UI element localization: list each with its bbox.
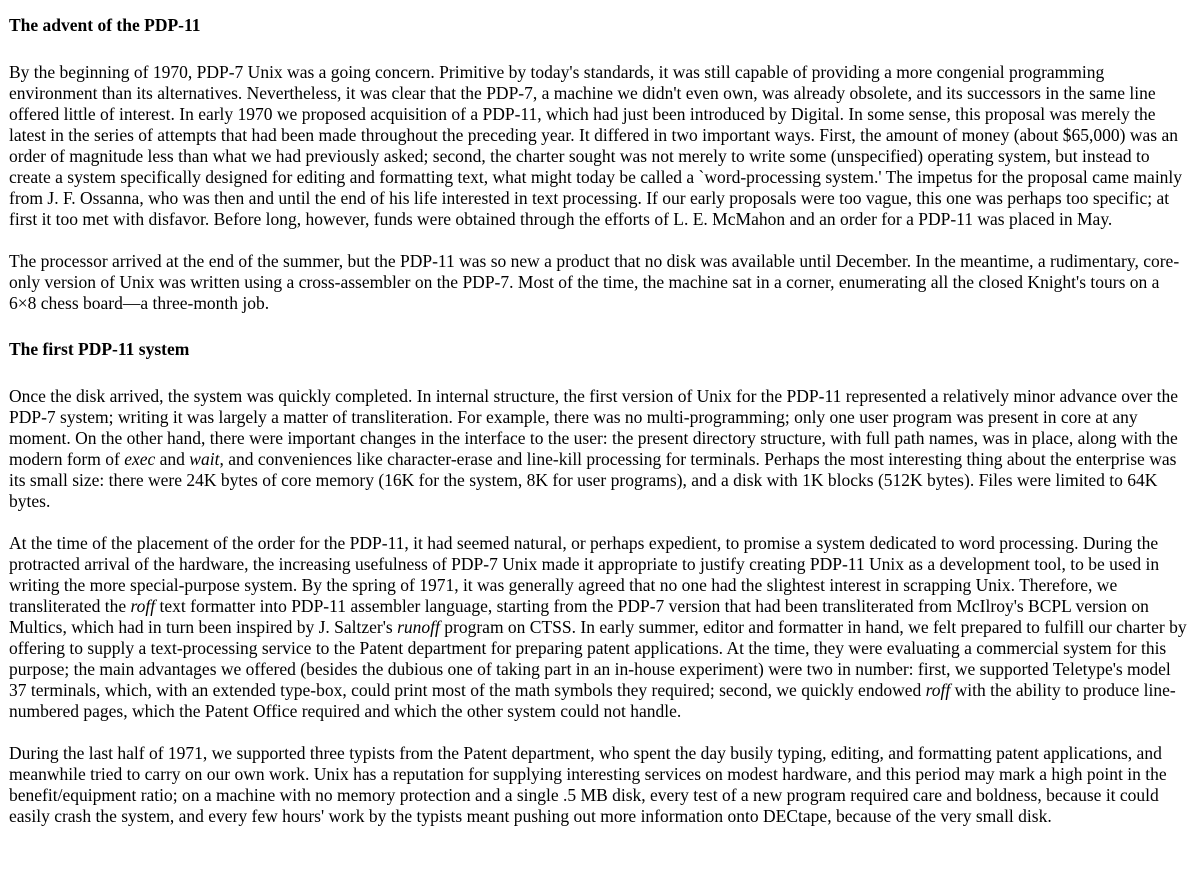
text-run: with the ability to produce line-numbered pages, which the Patent Office required and which the other system could not handle. (9, 680, 1176, 721)
emphasis-exec: exec (124, 449, 156, 469)
paragraph-first-system-1 (9, 386, 1191, 512)
text-run: text formatter into PDP-11 assembler language, starting from the PDP-7 version that had been transliterated from McIlroy's BCPL version on Multics, which had in turn been inspired by J. Saltzer's (9, 596, 1149, 637)
emphasis-roff: roff (925, 680, 951, 700)
text-run: Once the disk arrived, the system was quickly completed. In internal structure, the first version of Unix for the PDP-11 represented a relatively minor advance over the PDP-7 system; writing it was largely a matter of transliteration. For example, there was no multi-programming; only one user program was present in core at any moment. On the other hand, there were important changes in the interface to the user: the present directory structure, with full path names, was in place, along with the modern form of (9, 386, 1179, 469)
paragraph-advent-2: The processor arrived at the end of the summer, but the PDP-11 was so new a product that no disk was available until December. In the meantime, a rudimentary, core-only version of Unix was written using a cross-assembler on the PDP-7. Most of the time, the machine sat in a corner, enumerating all the closed Knight's tours on a 6×8 chess board—a three-month job. (9, 251, 1180, 313)
emphasis-roff: roff (130, 596, 156, 616)
section-heading-advent: The advent of the PDP-11 (9, 15, 201, 35)
text-run: and (155, 449, 190, 469)
text-run: At the time of the placement of the order for the PDP-11, it had seemed natural, or perhaps expedient, to promise a system dedicated to word processing. During the protracted arrival of the hardware, the increasing usefulness of PDP-7 Unix made it appropriate to justify creating PDP-11 Unix as a development tool, to be used in writing the more special-purpose system. By the spring of 1971, it was generally agreed that no one had the slightest interest in scrapping Unix. Therefore, we transliterated the (9, 533, 1160, 616)
emphasis-wait: wait (189, 449, 220, 469)
text-run: program on CTSS. In early summer, editor and formatter in hand, we felt prepared to fulfill our charter by offering to supply a text-processing service to the Patent department for preparing patent applications. At the time, they were evaluating a commercial system for this purpose; the main advantages we offered (besides the dubious one of taking part in an in-house experiment) were two in number: first, we supported Teletype's model 37 terminals, which, with an extended type-box, could print most of the math symbols they required; second, we quickly endowed (9, 617, 1187, 700)
paragraph-advent-1: By the beginning of 1970, PDP-7 Unix was a going concern. Primitive by today's standards, it was still capable of providing a more congenial programming environment than its alternatives. Nevertheless, it was clear that the PDP-7, a machine we didn't even own, was already obsolete, and its successors in the same line offered little of interest. In early 1970 we proposed acquisition of a PDP-11, which had just been introduced by Digital. In some sense, this proposal was merely the latest in the series of attempts that had been made throughout the preceding year. It differed in two important ways. First, the amount of money (about $65,000) was an order of magnitude less than what we had previously asked; second, the charter sought was not merely to write some (unspecified) operating system, but instead to create a system specifically designed for editing and formatting text, what might today be called a `word-processing system.' The impetus for the proposal came mainly from J. F. Ossanna, who was then and until the end of his life interested in text processing. If our early proposals were too vague, this one was perhaps too specific; at first it too met with disfavor. Before long, however, funds were obtained through the efforts of L. E. McMahon and an order for a PDP-11 was placed in May. (9, 62, 1183, 229)
text-run: , and conveniences like character-erase and line-kill processing for terminals. Perhaps the most interesting thing about the enterprise was its small size: there were 24K bytes of core memory (16K for the system, 8K for user programs), and a disk with 1K blocks (512K bytes). Files were limited to 64K bytes. (9, 449, 1177, 511)
emphasis-runoff: runoff (397, 617, 440, 637)
paragraph-first-system-3: During the last half of 1971, we supported three typists from the Patent department, who spent the day busily typing, editing, and formatting patent applications, and meanwhile tried to carry on our own work. Unix has a reputation for supplying interesting services on modest hardware, and this period may mark a high point in the benefit/equipment ratio; on a machine with no memory protection and a single .5 MB disk, every test of a new program required care and boldness, because it could easily crash the system, and every few hours' work by the typists meant pushing out more information onto DECtape, because of the very small disk. (9, 743, 1167, 826)
section-heading-first-system: The first PDP-11 system (9, 339, 190, 359)
paragraph-first-system-2 (9, 533, 1191, 722)
